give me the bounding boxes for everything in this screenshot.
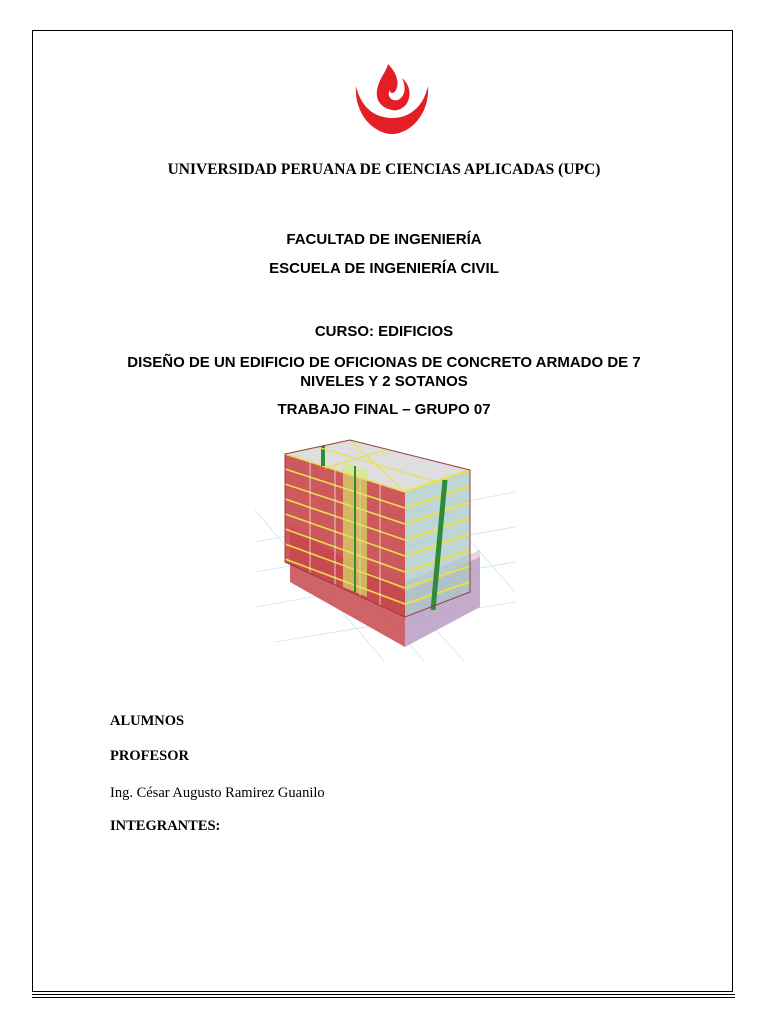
work-title: TRABAJO FINAL – GRUPO 07 xyxy=(277,401,491,418)
professor-label: PROFESOR xyxy=(110,748,189,764)
course-label: CURSO: EDIFICIOS xyxy=(314,323,454,340)
professor-name: Ing. César Augusto Ramirez Guanilo xyxy=(110,785,325,801)
bottom-rule xyxy=(32,994,735,995)
bottom-rule xyxy=(32,997,735,998)
project-title: DISEÑO DE UN EDIFICIO DE OFICIONAS DE CONCRETO ARMADO DE 7 NIVELES Y 2 SOTANOS xyxy=(127,354,641,390)
building-3d-model-image xyxy=(255,432,515,662)
faculty-name: FACULTAD DE INGENIERÍA xyxy=(286,231,482,248)
members-label: INTEGRANTES: xyxy=(110,818,221,834)
upc-logo-icon xyxy=(350,56,434,136)
university-name: UNIVERSIDAD PERUANA DE CIENCIAS APLICADAS (UPC) xyxy=(167,161,601,178)
students-label: ALUMNOS xyxy=(110,713,185,729)
school-name: ESCUELA DE INGENIERÍA CIVIL xyxy=(269,260,499,277)
